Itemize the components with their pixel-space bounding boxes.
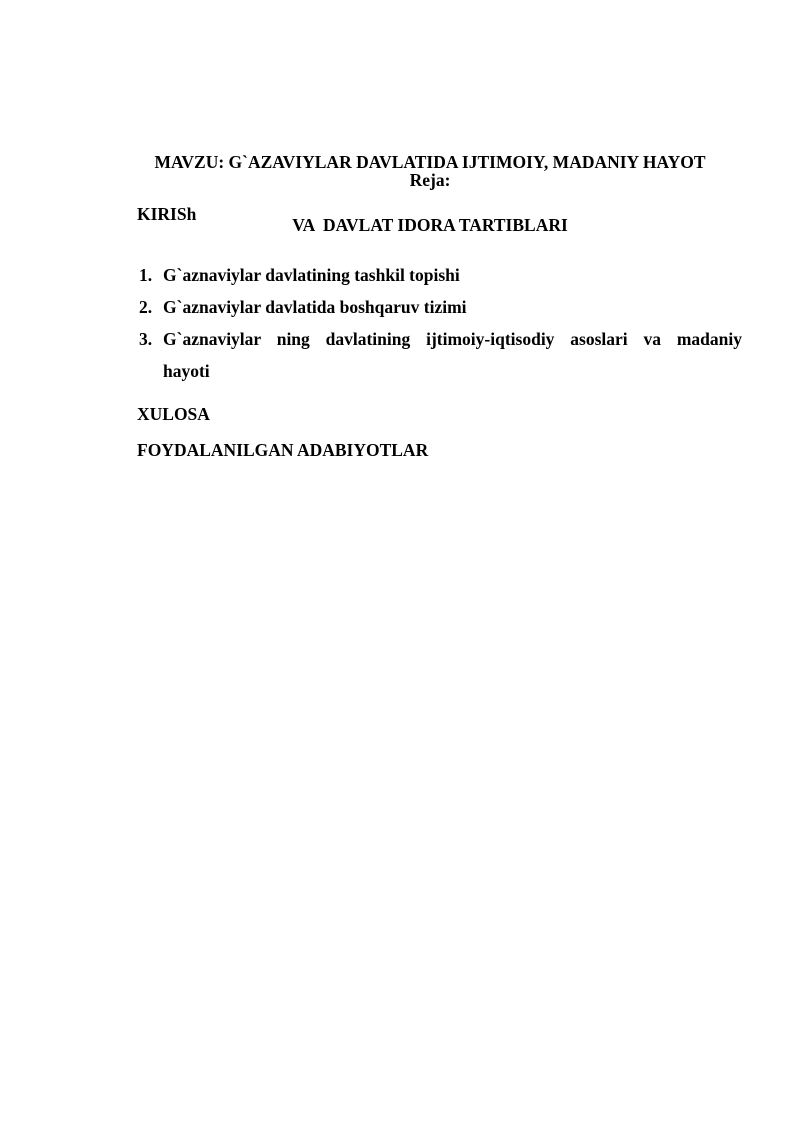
- plan-item-text: G`aznaviylar davlatida boshqaruv tizimi: [163, 297, 467, 317]
- plan-item-number: 2.: [139, 297, 153, 317]
- intro-heading: KIRISh: [137, 204, 197, 224]
- plan-item-text: G`aznaviylar davlatining tashkil topishi: [163, 265, 460, 285]
- plan-item-1: [137, 259, 742, 291]
- plan-list: [137, 259, 742, 387]
- title-line-1: MAVZU: G`AZAVIYLAR DAVLATIDA IJTIMOIY, MADANIY HAYOT: [154, 152, 706, 172]
- document-title: [100, 110, 760, 278]
- title-line-2: VA DAVLAT IDORA TARTIBLARI: [292, 215, 568, 235]
- plan-item-2: [137, 291, 742, 323]
- plan-item-3: [137, 323, 742, 387]
- conclusion-heading: XULOSA: [137, 404, 210, 424]
- references-heading: FOYDALANILGAN ADABIYOTLAR: [137, 440, 429, 460]
- plan-item-number: 1.: [139, 265, 153, 285]
- plan-heading: Reja:: [409, 170, 451, 190]
- plan-item-number: 3.: [139, 329, 153, 349]
- plan-item-text: G`aznaviylar ning davlatining ijtimoiy-iqtisodiy asoslari va madaniy hayoti: [163, 329, 742, 381]
